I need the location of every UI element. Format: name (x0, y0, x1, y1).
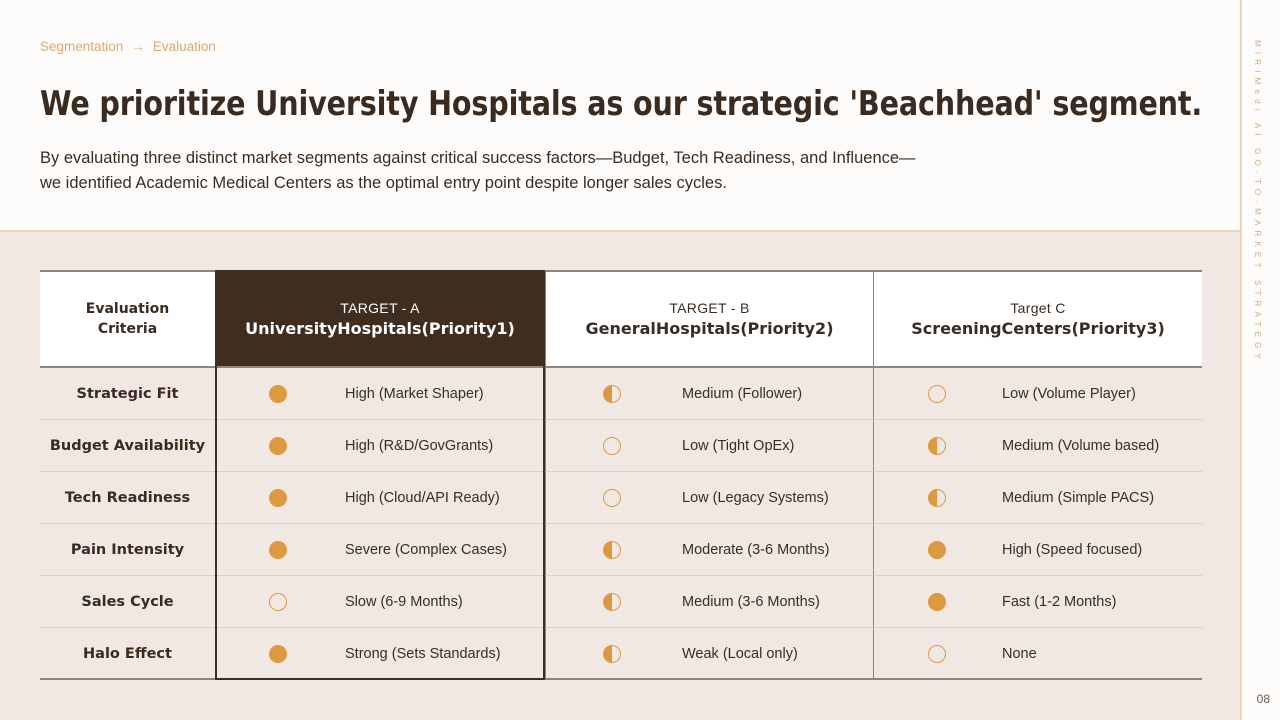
breadcrumb-segmentation[interactable]: Segmentation (40, 39, 124, 54)
page-number: 08 (1256, 692, 1270, 706)
rating-text: Medium (Volume based) (1002, 437, 1160, 454)
rating-cell-b (545, 368, 873, 420)
rating-cell-c (873, 576, 1202, 628)
rating-cell-c (873, 524, 1202, 576)
rating-text: Severe (Complex Cases) (345, 541, 507, 558)
rating-cell-a (215, 420, 545, 472)
criterion-label: Halo Effect (83, 646, 172, 662)
evaluation-table (40, 270, 1202, 680)
rating-text: Low (Tight OpEx) (682, 437, 795, 454)
subtitle-line-1: By evaluating three distinct market segments against critical success factors—Budget, Tech Readiness, and Influence— (40, 149, 916, 167)
header-section (0, 0, 1240, 232)
rating-text: Strong (Sets Standards) (345, 646, 501, 662)
empty-circle-rating-icon (603, 437, 621, 455)
half-circle-rating-icon (603, 385, 621, 403)
empty-circle-rating-icon (928, 385, 946, 403)
arrow-right-icon: → (131, 39, 145, 54)
rating-text: High (R&D/GovGrants) (345, 437, 494, 454)
half-circle-rating-icon (928, 437, 946, 455)
rating-cell-b (545, 628, 873, 680)
rating-text: None (1002, 646, 1037, 662)
target-a-header (215, 272, 545, 368)
rating-text: Low (Legacy Systems) (682, 489, 829, 506)
criteria-header (40, 272, 215, 368)
target-a-tag: TARGET - A (340, 300, 420, 316)
side-label: MIRIMedi AI GO-TO-MARKET STRATEGY (1253, 40, 1262, 365)
criterion-label: Tech Readiness (40, 472, 215, 524)
target-c-tag: Target C (1010, 300, 1066, 316)
rating-cell-c (873, 472, 1202, 524)
rating-text: Moderate (3-6 Months) (682, 541, 830, 558)
criterion-label: Pain Intensity (40, 524, 215, 576)
half-circle-rating-icon (928, 489, 946, 507)
rating-cell-a (215, 472, 545, 524)
full-circle-rating-icon (269, 437, 287, 455)
target-a-name: UniversityHospitals(Priority1) (245, 319, 515, 338)
full-circle-rating-icon (928, 593, 946, 611)
target-c-name: ScreeningCenters(Priority3) (911, 319, 1165, 338)
page-subtitle (40, 146, 1060, 196)
rating-cell-b (545, 420, 873, 472)
rating-cell-b (545, 576, 873, 628)
target-b-tag: TARGET - B (669, 300, 750, 316)
rating-cell-a (215, 524, 545, 576)
rating-cell-a (215, 628, 545, 680)
rating-text: Low (Volume Player) (1002, 385, 1136, 402)
rating-text: Fast (1-2 Months) (1002, 593, 1117, 610)
rating-text: Medium (Simple PACS) (1002, 489, 1155, 506)
rating-text: Weak (Local only) (682, 646, 798, 662)
rating-text: Slow (6-9 Months) (345, 593, 463, 610)
rating-cell-c (873, 628, 1202, 680)
page-title: We prioritize University Hospitals as our strategic 'Beachhead' segment. (40, 84, 1203, 124)
rating-text: High (Cloud/API Ready) (345, 489, 500, 506)
rating-cell-b (545, 472, 873, 524)
rating-text: High (Speed focused) (1002, 541, 1143, 558)
full-circle-rating-icon (269, 385, 287, 403)
target-b-name: GeneralHospitals(Priority2) (585, 319, 834, 338)
rating-cell-a (215, 576, 545, 628)
full-circle-rating-icon (928, 541, 946, 559)
half-circle-rating-icon (603, 645, 621, 663)
subtitle-line-2: we identified Academic Medical Centers as the optimal entry point despite longer sales cycles. (40, 174, 727, 192)
full-circle-rating-icon (269, 489, 287, 507)
empty-circle-rating-icon (603, 489, 621, 507)
full-circle-rating-icon (269, 645, 287, 663)
side-rail (1240, 0, 1280, 720)
rating-cell-b (545, 524, 873, 576)
criteria-header-line-2: Criteria (97, 321, 158, 337)
rating-cell-a (215, 368, 545, 420)
breadcrumb-evaluation[interactable]: Evaluation (152, 39, 216, 54)
criterion-label: Sales Cycle (40, 576, 215, 628)
rating-text: Medium (3-6 Months) (682, 593, 820, 610)
empty-circle-rating-icon (928, 645, 946, 663)
rating-cell-c (873, 368, 1202, 420)
rating-cell-c (873, 420, 1202, 472)
half-circle-rating-icon (603, 593, 621, 611)
breadcrumb (40, 39, 216, 54)
rating-text: Medium (Follower) (682, 385, 803, 402)
criteria-header-line-1: Evaluation (85, 301, 170, 317)
criterion-label: Strategic Fit (40, 368, 215, 420)
empty-circle-rating-icon (269, 593, 287, 611)
criterion-label: Budget Availability (40, 420, 215, 472)
target-b-header (545, 272, 873, 368)
full-circle-rating-icon (269, 541, 287, 559)
rating-text: High (Market Shaper) (345, 385, 484, 402)
half-circle-rating-icon (603, 541, 621, 559)
target-c-header (873, 272, 1202, 368)
